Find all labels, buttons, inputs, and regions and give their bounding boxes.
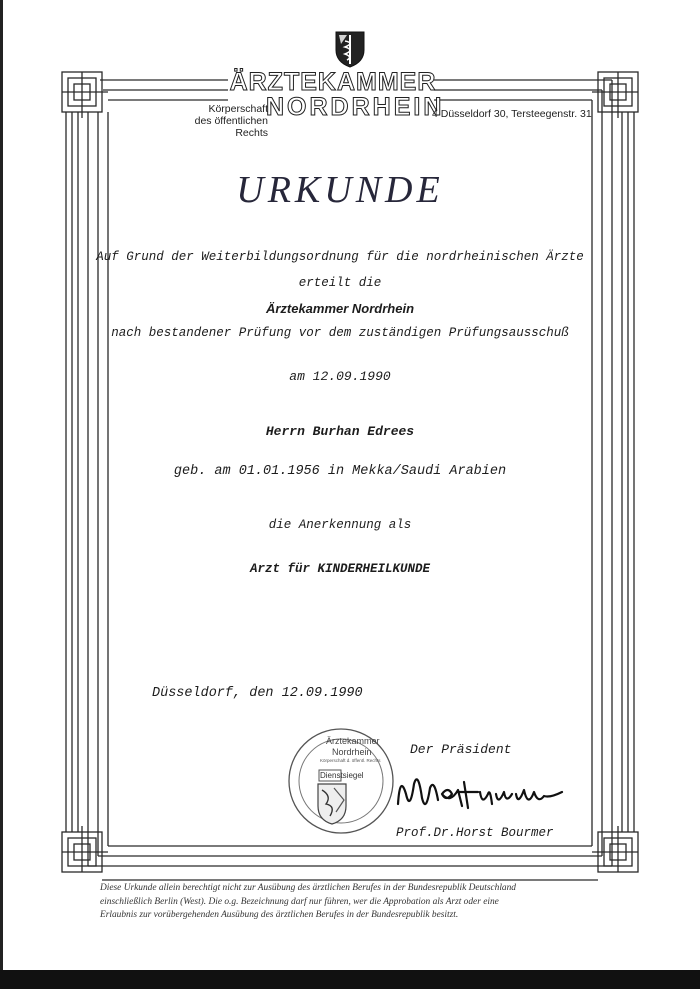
place-date: Düsseldorf, den 12.09.1990	[152, 686, 363, 701]
exam-date: am 12.09.1990	[289, 369, 391, 384]
recipient-name: Herrn Burhan Edrees	[265, 424, 415, 439]
handwritten-signature	[392, 764, 582, 824]
certificate-title: URKUNDE	[236, 169, 444, 211]
footer-disclaimer	[100, 882, 610, 923]
recognition-line: die Anerkennung als	[268, 518, 412, 532]
specialty-title: Arzt für KINDERHEILKUNDE	[249, 562, 431, 576]
seal-label: Dienstsiegel	[320, 771, 364, 780]
birth-details: geb. am 01.01.1956 in Mekka/Saudi Arabien	[173, 464, 507, 479]
address-label: 4 Düsseldorf 30, Tersteegenstr. 31	[432, 108, 592, 120]
scan-bottom-edge	[0, 970, 700, 989]
corp-line1: Körperschaft	[208, 103, 268, 115]
seal-text-mid: Nordrhein	[332, 747, 372, 757]
intro-line: Auf Grund der Weiterbildungsordnung für die nordrheinischen Ärzte	[96, 250, 584, 264]
issuer-name: Ärztekammer Nordrhein	[265, 301, 415, 316]
org-name-line2: NORDRHEIN	[266, 93, 445, 121]
corporation-label	[168, 103, 268, 139]
president-role: Der Präsident	[410, 742, 512, 757]
president-name: Prof.Dr.Horst Bourmer	[396, 826, 554, 840]
footer-line1: Diese Urkunde allein berechtigt nicht zur Ausübung des ärztlichen Berufes in der Bundesrepublik Deutschland	[100, 883, 516, 893]
issued-by-line: erteilt die	[298, 276, 382, 290]
seal-text-top: Ärztekammer	[326, 736, 380, 746]
seal-text-small: Körperschaft d. öffentl. Rechts	[320, 758, 381, 763]
official-seal	[286, 726, 396, 836]
footer-line3: Erlaubnis zur vorübergehenden Ausübung des ärztlichen Berufes in der Bundesrepublik besitzt.	[100, 910, 459, 920]
corp-line2: des öffentlichen Rechts	[194, 115, 268, 139]
footer-line2: einschließlich Berlin (West). Die o.g. Bezeichnung darf nur führen, wer die Approbation als Arzt oder eine	[100, 896, 499, 907]
org-name-line1: ÄRZTEKAMMER	[229, 68, 437, 96]
shield-aesculapius-icon	[333, 30, 367, 68]
exam-line: nach bestandener Prüfung vor dem zuständigen Prüfungsausschuß	[111, 326, 569, 340]
